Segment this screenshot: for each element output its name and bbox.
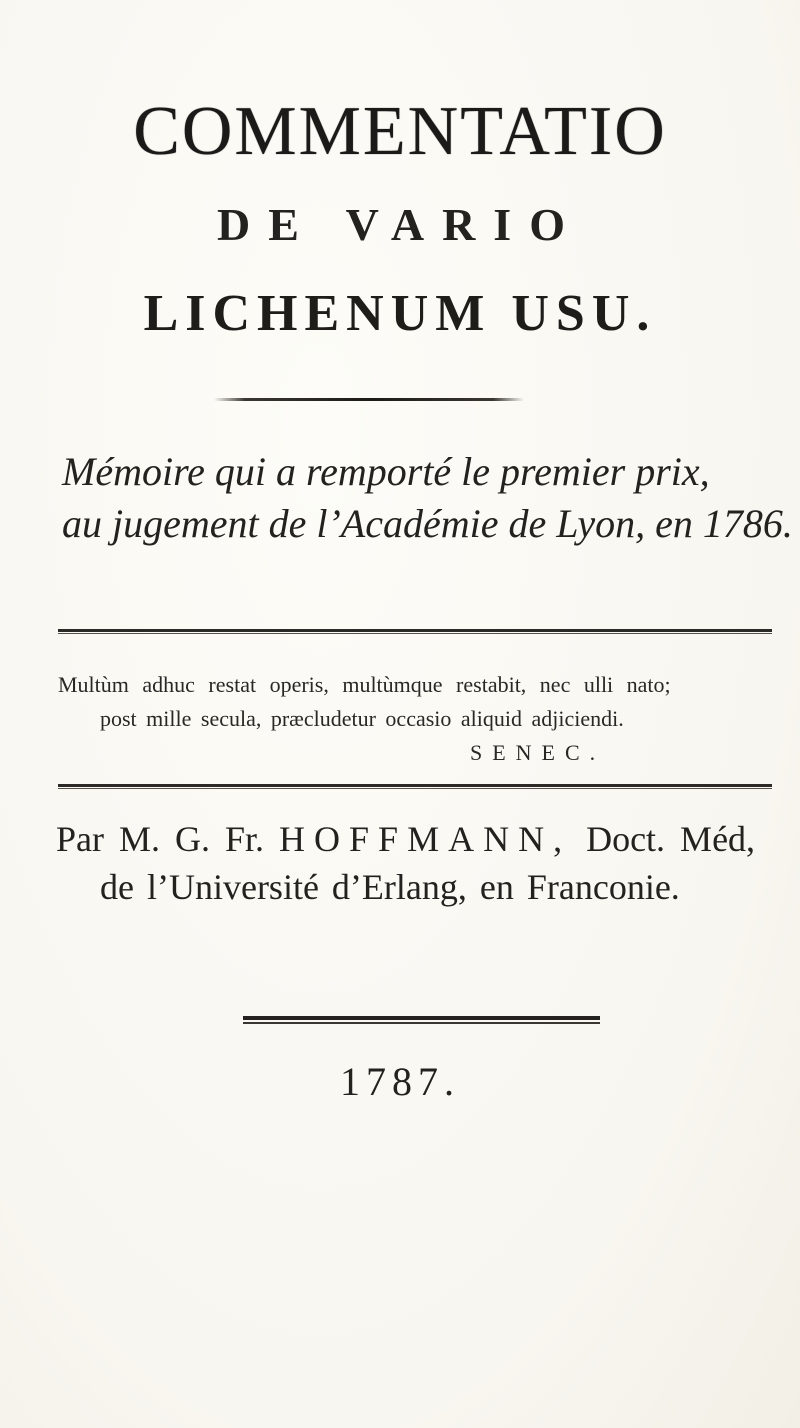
author-line-1 <box>56 818 755 860</box>
quote-bottom-divider <box>58 784 772 789</box>
subtitle-lichenum-usu: LICHENUM USU. <box>143 285 657 342</box>
memoire-line-2: au jugement de l’Académie de Lyon, en 1786. <box>62 501 793 546</box>
author-suffix: Doct. Méd, <box>586 819 756 859</box>
title-divider <box>214 398 524 401</box>
main-title: COMMENTATIO <box>133 93 667 170</box>
year-divider <box>243 1016 600 1024</box>
publication-year: 1787. <box>340 1059 460 1104</box>
author-prefix: Par M. G. Fr. <box>56 819 265 859</box>
quote-line-2: post mille secula, præcludetur occasio aliquid adjiciendi. <box>100 706 624 731</box>
quote-line-1: Multùm adhuc restat operis, multùmque restabit, nec ulli nato; <box>58 672 671 697</box>
quote-top-divider <box>58 629 772 634</box>
quote-attribution: SENEC. <box>470 740 606 765</box>
subtitle-de-vario: DE VARIO <box>217 199 583 250</box>
memoire-line-1: Mémoire qui a remporté le premier prix, <box>62 449 710 494</box>
author-line-2: de l’Université d’Erlang, en Franconie. <box>100 867 680 907</box>
author-name: HOFFMANN, <box>279 819 572 859</box>
